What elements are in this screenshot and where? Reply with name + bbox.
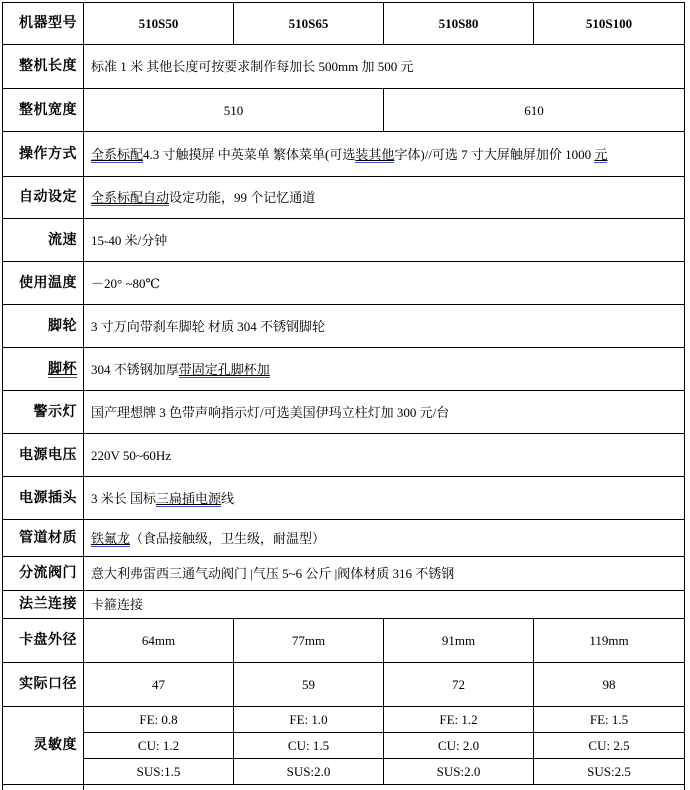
casters-value: [84, 305, 685, 348]
plain-text: 线: [221, 490, 235, 506]
actual-caliber-value: 98: [534, 663, 685, 707]
underlined-text: 铁氟龙: [91, 530, 131, 546]
flow-speed-label: 流速: [3, 219, 84, 262]
sensitivity-value: CU: 2.5: [534, 733, 685, 759]
plain-text: 字体)//可选 7 寸大屏触屏加价 1000: [394, 146, 595, 162]
operation-mode-row: [3, 132, 685, 177]
warning-light-row: [3, 391, 685, 434]
sensitivity-row-1: [3, 733, 685, 759]
overall-length-value: [84, 45, 685, 89]
machine-model-label: 机器型号: [3, 3, 84, 45]
plain-text: 220V 50~60Hz: [91, 447, 172, 463]
plain-text: 304 不锈钢加厚: [91, 361, 179, 377]
foot-cups-row: [3, 348, 685, 391]
actual-caliber-value: 72: [384, 663, 534, 707]
machine-model-value: 510S65: [234, 3, 384, 45]
sensitivity-value: SUS:2.0: [234, 759, 384, 785]
underlined-text: 装其他: [355, 146, 395, 162]
foot-cups-value: [84, 348, 685, 391]
overall-width-value: 510: [84, 89, 384, 132]
operation-mode-value: [84, 132, 685, 177]
underlined-text: 三扁插电源: [156, 490, 222, 506]
sensitivity-value: FE: 1.0: [234, 707, 384, 733]
diverter-valve-row: [3, 557, 685, 591]
casters-row: [3, 305, 685, 348]
actual-caliber-label: 实际口径: [3, 663, 84, 707]
machine-model-value: 510S100: [534, 3, 685, 45]
chuck-outer-diameter-value: 64mm: [84, 619, 234, 663]
sensitivity-value: CU: 1.5: [234, 733, 384, 759]
overall-length-row: [3, 45, 685, 89]
sensitivity-value: FE: 0.8: [84, 707, 234, 733]
plain-text: 设定功能，99 个记忆通道: [169, 190, 316, 205]
operating-temperature-row: [3, 262, 685, 305]
flange-connection-value: [84, 591, 685, 619]
power-plug-label: 电源插头: [3, 477, 84, 520]
pipe-material-value: [84, 520, 685, 557]
pipe-material-label: 管道材质: [3, 520, 84, 557]
flow-speed-row: [3, 219, 685, 262]
sensitivity-value: CU: 1.2: [84, 733, 234, 759]
warning-light-label: 警示灯: [3, 391, 84, 434]
power-plug-value: [84, 477, 685, 520]
machine-model-value: 510S50: [84, 3, 234, 45]
sensitivity-row-2: [3, 759, 685, 785]
power-voltage-label: 电源电压: [3, 434, 84, 477]
sensitivity-value: CU: 2.0: [384, 733, 534, 759]
plain-text: 15-40 米/分钟: [91, 232, 168, 248]
chuck-outer-diameter-row: [3, 619, 685, 663]
underlined-text: 全系标配自动: [91, 190, 170, 205]
partial-bottom-row-row: [3, 785, 685, 790]
operating-temperature-label: 使用温度: [3, 262, 84, 305]
operating-temperature-value: [84, 262, 685, 305]
warning-light-value: [84, 391, 685, 434]
underlined-text: 元: [594, 146, 608, 162]
underlined-text: 脚杯: [48, 361, 77, 377]
auto-setting-label: 自动设定: [3, 177, 84, 219]
plain-text: 标准 1 米 其他长度可按要求制作每加长 500mm 加 500 元: [91, 59, 414, 74]
actual-caliber-value: 59: [234, 663, 384, 707]
specification-table: [2, 2, 685, 790]
casters-label: 脚轮: [3, 305, 84, 348]
machine-model-value: 510S80: [384, 3, 534, 45]
operation-mode-label: 操作方式: [3, 132, 84, 177]
chuck-outer-diameter-label: 卡盘外径: [3, 619, 84, 663]
chuck-outer-diameter-value: 77mm: [234, 619, 384, 663]
sensitivity-value: FE: 1.2: [384, 707, 534, 733]
actual-caliber-row: [3, 663, 685, 707]
auto-setting-value: [84, 177, 685, 219]
auto-setting-row: [3, 177, 685, 219]
plain-text: （食品接触级，卫生级，耐温型）: [130, 530, 326, 546]
sensitivity-value: FE: 1.5: [534, 707, 685, 733]
partial-bottom-row-value: [84, 785, 685, 790]
overall-length-label: 整机长度: [3, 45, 84, 89]
sensitivity-value: SUS:1.5: [84, 759, 234, 785]
plain-text: 3 米长 国标: [91, 490, 157, 506]
power-plug-row: [3, 477, 685, 520]
flange-connection-row: [3, 591, 685, 619]
sensitivity-label: 灵敏度: [3, 707, 84, 785]
chuck-outer-diameter-value: 91mm: [384, 619, 534, 663]
flow-speed-value: [84, 219, 685, 262]
underlined-text: 全系标配: [91, 146, 144, 162]
plain-text: 4.3 寸触摸屏 中英菜单 繁体菜单(可选: [143, 146, 356, 162]
sensitivity-value: SUS:2.5: [534, 759, 685, 785]
power-voltage-row: [3, 434, 685, 477]
plain-text: 卡箍连接: [91, 597, 144, 612]
chuck-outer-diameter-value: 119mm: [534, 619, 685, 663]
sensitivity-row-0: [3, 707, 685, 733]
actual-caliber-value: 47: [84, 663, 234, 707]
machine-model-row: [3, 3, 685, 45]
plain-text: 国产理想牌 3 色带声响指示灯/可选美国伊玛立柱灯加 300 元/台: [91, 404, 450, 420]
sensitivity-value: SUS:2.0: [384, 759, 534, 785]
plain-text: －20° ~80℃: [91, 275, 161, 291]
overall-width-label: 整机宽度: [3, 89, 84, 132]
power-voltage-value: [84, 434, 685, 477]
diverter-valve-label: 分流阀门: [3, 557, 84, 591]
partial-bottom-row-label: [3, 785, 84, 790]
plain-text: 意大利弗雷西三通气动阀门 |气压 5~6 公斤 |阀体材质 316 不锈钢: [91, 566, 455, 581]
flange-connection-label: 法兰连接: [3, 591, 84, 619]
overall-width-row: [3, 89, 685, 132]
overall-width-value: 610: [384, 89, 685, 132]
specification-table-body: [3, 3, 685, 790]
diverter-valve-value: [84, 557, 685, 591]
foot-cups-label: [3, 348, 84, 391]
pipe-material-row: [3, 520, 685, 557]
underlined-text: 带固定孔脚杯加: [178, 361, 270, 377]
plain-text: 3 寸万向带刹车脚轮 材质 304 不锈钢脚轮: [91, 318, 326, 334]
